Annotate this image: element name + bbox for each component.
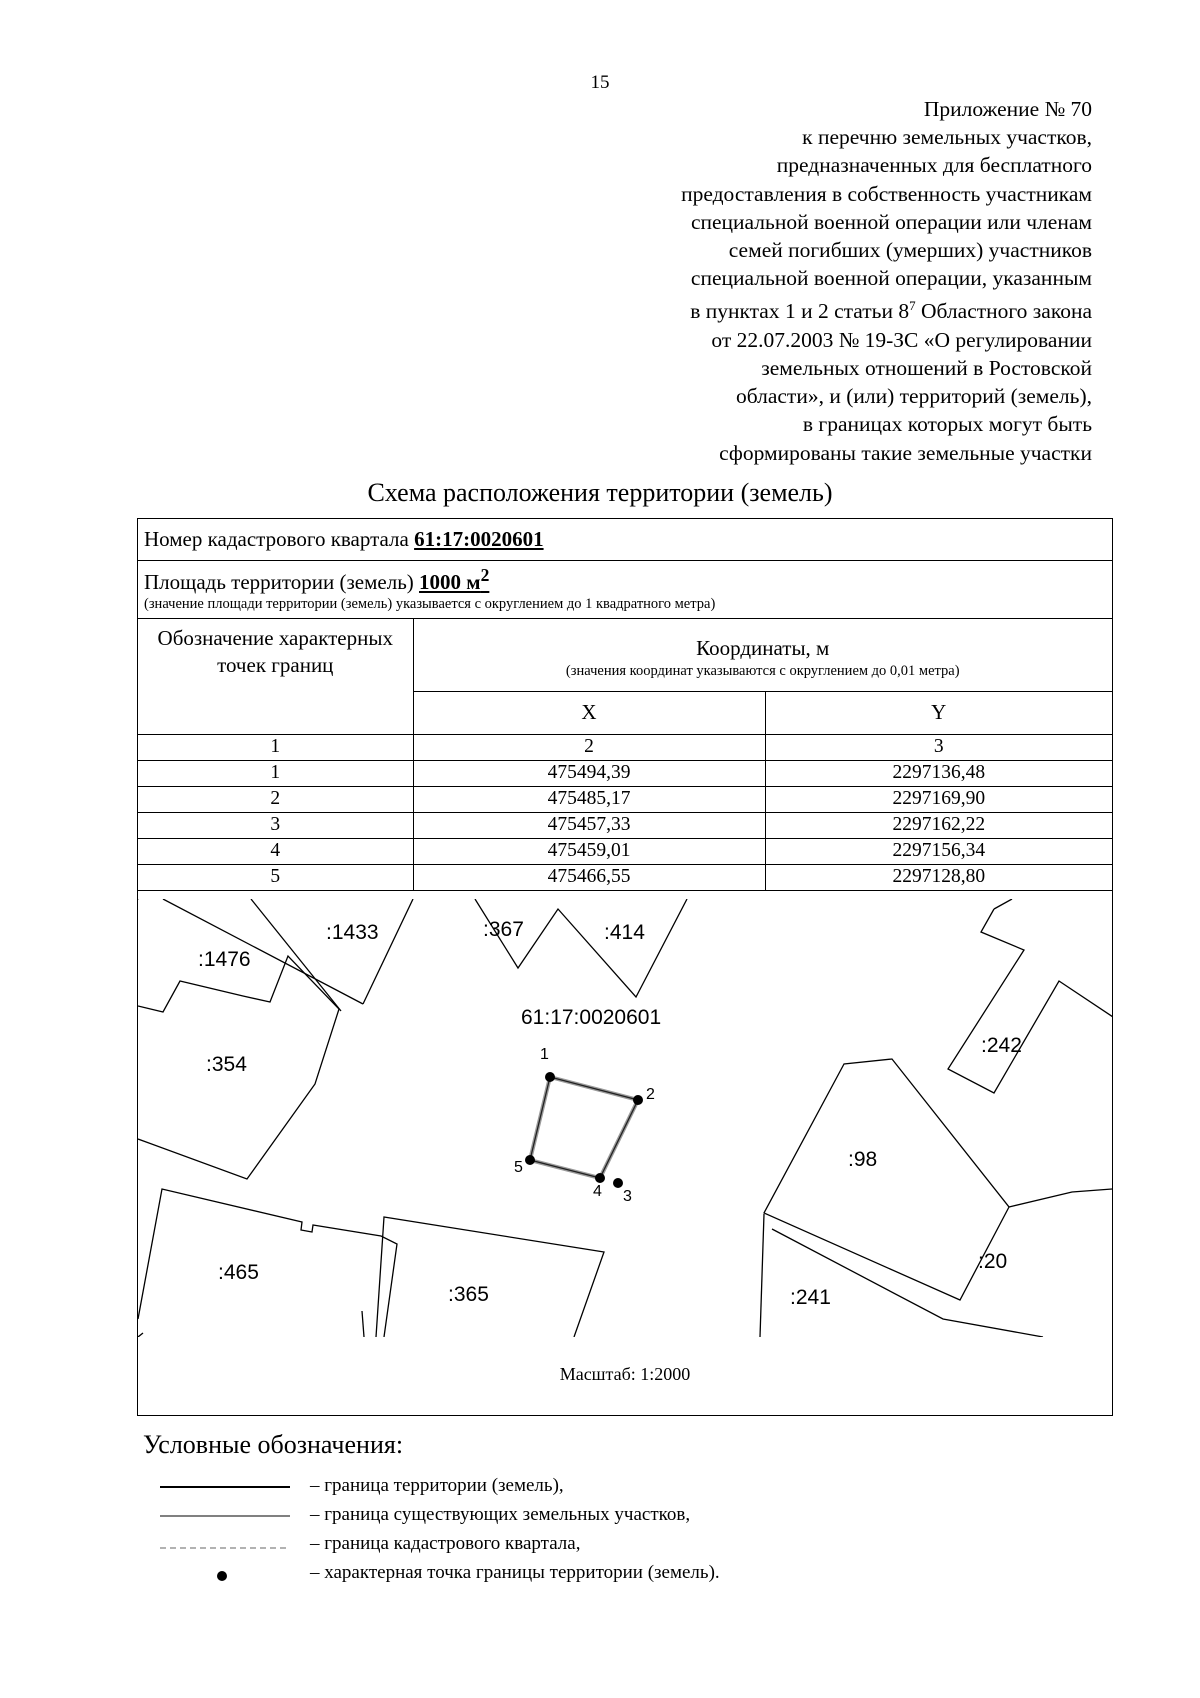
area-unit-superscript: 2 bbox=[480, 565, 490, 585]
boundary-point-3 bbox=[613, 1178, 623, 1188]
parcel-label: :20 bbox=[978, 1250, 1008, 1273]
point-cell: 3 bbox=[138, 812, 413, 838]
point-label: 4 bbox=[593, 1183, 602, 1200]
parcel-label: :1476 bbox=[198, 948, 251, 971]
area-label: Площадь территории (земель) bbox=[144, 570, 420, 594]
appendix-line: специальной военной операции, указанным bbox=[690, 266, 1092, 291]
scheme-frame bbox=[137, 518, 1113, 1416]
coords-header-title: Координаты, м bbox=[696, 635, 830, 660]
legend-item-quarter bbox=[160, 1532, 1060, 1558]
parcel-boundary bbox=[376, 1217, 604, 1337]
parcel-label: :414 bbox=[604, 921, 645, 944]
column-number: 3 bbox=[765, 734, 1112, 760]
appendix-line: Приложение № 70 bbox=[923, 97, 1092, 121]
boundary-point-4 bbox=[595, 1173, 605, 1183]
point-cell: 1 bbox=[138, 760, 413, 786]
column-number: 2 bbox=[413, 734, 765, 760]
point-label: 3 bbox=[623, 1188, 632, 1205]
point-cell: 5 bbox=[138, 864, 413, 890]
appendix-line: от 22.07.2003 № 19-ЗС «О регулировании bbox=[711, 327, 1092, 352]
appendix-header bbox=[572, 95, 1092, 467]
parcel-label: :367 bbox=[483, 918, 524, 941]
parcel-boundary bbox=[948, 909, 1112, 1093]
parcel-label: :465 bbox=[218, 1261, 259, 1284]
legend-item-territory bbox=[160, 1474, 1060, 1500]
territory-line-sample bbox=[160, 1474, 290, 1500]
table-row bbox=[138, 760, 1112, 786]
parcel-boundary bbox=[363, 899, 413, 1004]
boundary-point-2 bbox=[633, 1095, 643, 1105]
table-row bbox=[138, 864, 1112, 890]
point-label: 5 bbox=[514, 1159, 523, 1176]
x-cell: 475494,39 bbox=[413, 760, 765, 786]
y-cell: 2297128,80 bbox=[765, 864, 1112, 890]
area-main bbox=[144, 565, 1106, 595]
parcel-label: :98 bbox=[848, 1148, 878, 1171]
parcel-boundary bbox=[1009, 1189, 1112, 1207]
parcel-label: :365 bbox=[448, 1283, 489, 1306]
legend-text: – граница территории (земель), bbox=[310, 1475, 564, 1496]
x-cell: 475485,17 bbox=[413, 786, 765, 812]
quarter-map-label: 61:17:0020601 bbox=[521, 1006, 662, 1029]
table-row bbox=[138, 812, 1112, 838]
parcel-boundary bbox=[138, 1333, 143, 1337]
map-drawing bbox=[138, 899, 1112, 1337]
appendix-line: в границах которых могут быть bbox=[802, 412, 1092, 437]
parcel-boundary bbox=[362, 1311, 364, 1337]
appendix-line: области», и (или) территорий (земель), bbox=[735, 384, 1092, 409]
legend-item-point bbox=[160, 1561, 1060, 1587]
y-cell: 2297136,48 bbox=[765, 760, 1112, 786]
map-scale: Масштаб: 1:2000 bbox=[559, 1364, 691, 1384]
page-number: 15 bbox=[590, 72, 610, 93]
y-cell: 2297169,90 bbox=[765, 786, 1112, 812]
x-cell: 475466,55 bbox=[413, 864, 765, 890]
coords-note: (значения координат указываются с округлением до 0,01 метра) bbox=[565, 662, 960, 679]
table-row bbox=[138, 838, 1112, 864]
legend-item-parcels bbox=[160, 1503, 1060, 1529]
legend-text: – характерная точка границы территории (земель). bbox=[310, 1562, 720, 1583]
parcel-boundary bbox=[138, 1189, 397, 1337]
quarter-line-sample bbox=[160, 1532, 290, 1558]
scheme-title: Схема расположения территории (земель) bbox=[367, 478, 833, 507]
quarter-number: 61:17:0020601 bbox=[414, 527, 544, 551]
area-note: (значение площади территории (земель) указывается с округлением до 1 квадратного метра) bbox=[144, 596, 716, 612]
x-cell: 475459,01 bbox=[413, 838, 765, 864]
parcel-boundary bbox=[994, 899, 1012, 909]
x-header: X bbox=[413, 691, 765, 734]
quarter-label: Номер кадастрового квартала bbox=[144, 527, 415, 551]
parcel-boundary bbox=[475, 899, 687, 997]
appendix-text: в пунктах 1 и 2 статьи 8 bbox=[690, 299, 910, 324]
column-number: 1 bbox=[138, 734, 413, 760]
quarter-row bbox=[138, 519, 1112, 561]
appendix-line: к перечню земельных участков, bbox=[802, 125, 1092, 150]
parcel-label: :1433 bbox=[326, 921, 379, 944]
parcel-label: :241 bbox=[790, 1286, 831, 1309]
legend-text: – граница существующих земельных участков, bbox=[310, 1504, 691, 1525]
appendix-line: специальной военной операции или членам bbox=[690, 209, 1092, 234]
boundary-point-1 bbox=[545, 1072, 555, 1082]
area-value-text: 1000 м bbox=[419, 570, 481, 594]
x-cell: 475457,33 bbox=[413, 812, 765, 838]
appendix-line: семей погибших (умерших) участников bbox=[728, 238, 1092, 263]
y-cell: 2297156,34 bbox=[765, 838, 1112, 864]
parcel-line-sample bbox=[160, 1503, 290, 1529]
point-cell: 4 bbox=[138, 838, 413, 864]
appendix-line bbox=[572, 292, 1092, 325]
parcel-boundary bbox=[764, 1059, 1009, 1300]
legend-text: – граница кадастрового квартала, bbox=[310, 1533, 581, 1554]
appendix-line: предназначенных для бесплатного bbox=[776, 153, 1092, 178]
point-label: 1 bbox=[540, 1046, 549, 1063]
y-header: Y bbox=[765, 691, 1112, 734]
cadastral-map bbox=[138, 899, 1112, 1337]
coordinates-table bbox=[138, 619, 1112, 891]
y-cell: 2297162,22 bbox=[765, 812, 1112, 838]
point-sample bbox=[160, 1561, 290, 1587]
legend-title: Условные обозначения: bbox=[143, 1430, 404, 1459]
table-row bbox=[138, 786, 1112, 812]
appendix-line: земельных отношений в Ростовской bbox=[761, 355, 1092, 380]
point-label: 2 bbox=[646, 1086, 655, 1103]
points-header: Обозначение характерных точек границ bbox=[138, 619, 413, 734]
parcel-boundary bbox=[772, 1229, 1043, 1337]
appendix-text: Областного закона bbox=[915, 299, 1092, 324]
parcel-boundary bbox=[251, 899, 341, 1011]
coords-header bbox=[413, 619, 1112, 691]
parcel-boundary bbox=[760, 1214, 764, 1337]
appendix-line: предоставления в собственность участникам bbox=[681, 181, 1092, 206]
appendix-line: сформированы такие земельные участки bbox=[719, 440, 1092, 465]
point-cell: 2 bbox=[138, 786, 413, 812]
parcel-label: :242 bbox=[981, 1034, 1022, 1057]
area-row bbox=[138, 561, 1112, 619]
boundary-point-5 bbox=[525, 1155, 535, 1165]
area-value bbox=[419, 565, 490, 594]
parcel-label: :354 bbox=[206, 1053, 247, 1076]
article-superscript: 7 bbox=[909, 298, 916, 314]
